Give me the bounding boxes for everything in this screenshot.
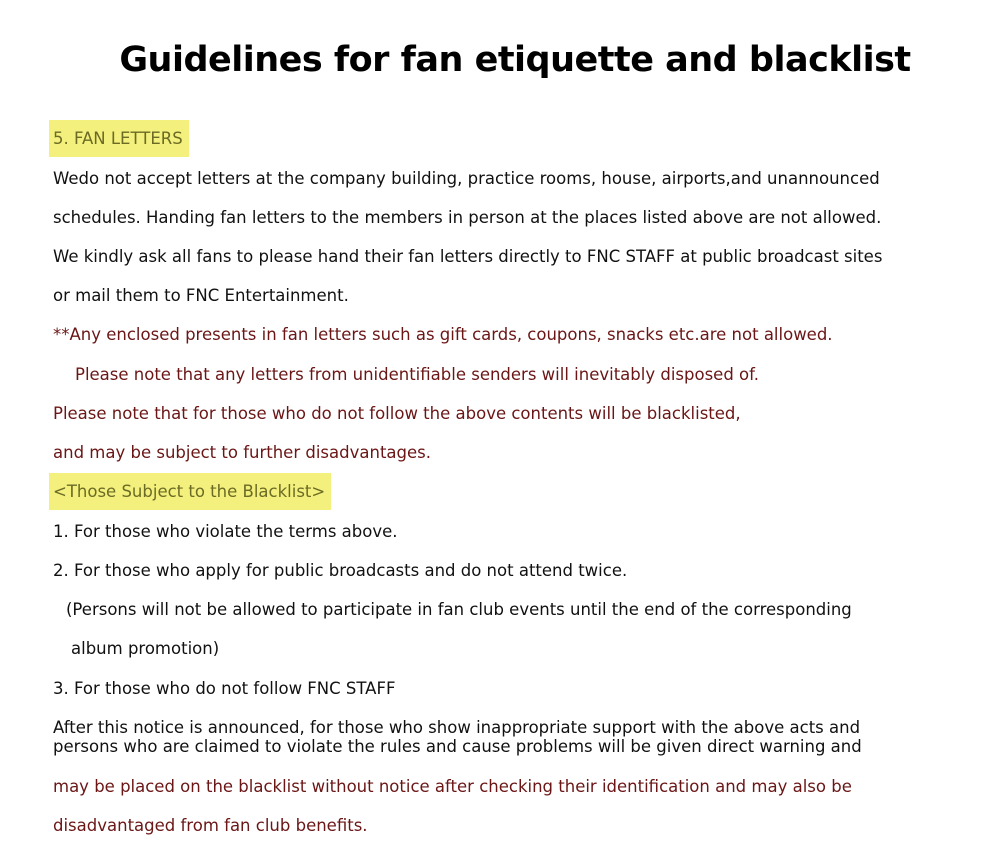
blacklist-item: (Persons will not be allowed to participate in fan club events until the end of the corresponding (66, 600, 852, 619)
warning-line: and may be subject to further disadvantages. (53, 443, 431, 462)
closing-line: After this notice is announced, for those who show inappropriate support with the above acts and (53, 718, 861, 737)
warning-line: Please note that for those who do not follow the above contents will be blacklisted, (53, 404, 741, 423)
closing-line: may be placed on the blacklist without notice after checking their identification and may also be (53, 777, 852, 796)
blacklist-heading-highlight: <Those Subject to the Blacklist> (49, 473, 331, 510)
paragraph-line: We kindly ask all fans to please hand their fan letters directly to FNC STAFF at public broadcast sites (53, 247, 883, 266)
paragraph-line: Wedo not accept letters at the company building, practice rooms, house, airports,and unannounced (53, 169, 880, 188)
blacklist-item: 1. For those who violate the terms above. (53, 522, 398, 541)
section-heading-highlight: 5. FAN LETTERS (49, 120, 189, 157)
blacklist-item: album promotion) (71, 639, 220, 658)
paragraph-line: schedules. Handing fan letters to the members in person at the places listed above are not allowed. (53, 208, 882, 227)
paragraph-line: or mail them to FNC Entertainment. (53, 286, 349, 305)
blacklist-item: 3. For those who do not follow FNC STAFF (53, 679, 396, 698)
warning-line: **Any enclosed presents in fan letters such as gift cards, coupons, snacks etc.are not allowed. (53, 325, 833, 344)
page-title: Guidelines for fan etiquette and blacklist (119, 40, 911, 80)
closing-line: disadvantaged from fan club benefits. (53, 816, 368, 835)
closing-line: persons who are claimed to violate the rules and cause problems will be given direct warning and (53, 737, 862, 756)
section-heading (53, 129, 189, 149)
blacklist-heading (53, 482, 331, 502)
warning-line: Please note that any letters from unidentifiable senders will inevitably disposed of. (75, 365, 760, 384)
blacklist-item: 2. For those who apply for public broadcasts and do not attend twice. (53, 561, 628, 580)
